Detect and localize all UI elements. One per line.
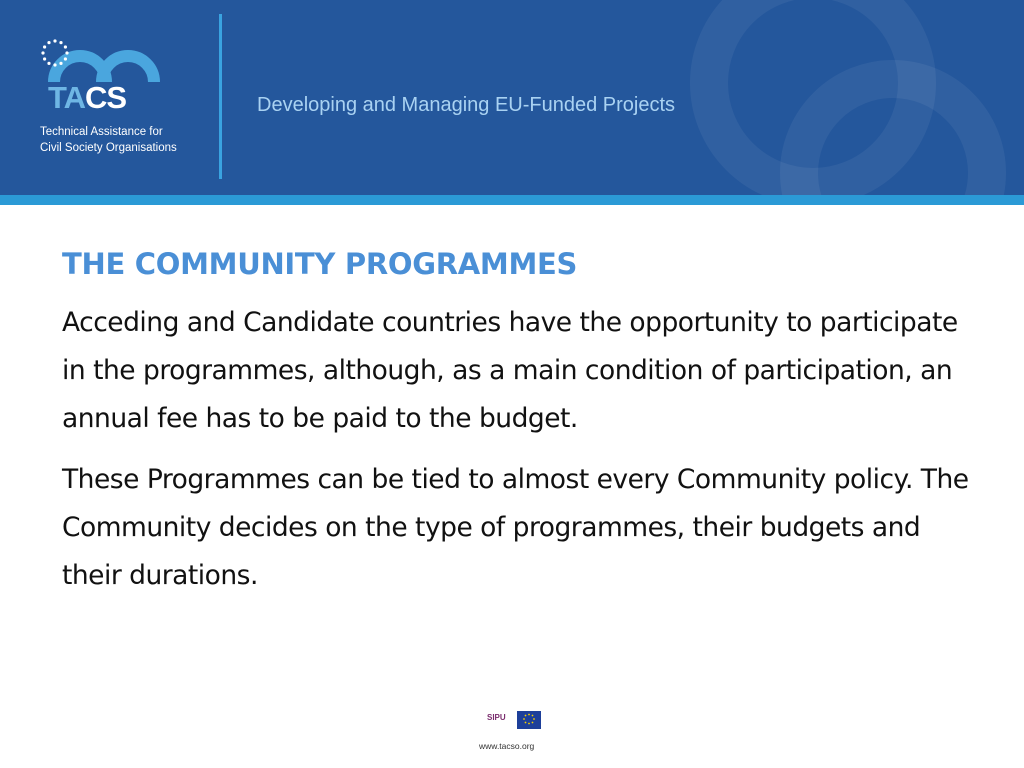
slide-header	[0, 0, 1024, 195]
logo-wordmark-ta: TA	[48, 80, 86, 115]
logo-tagline	[40, 124, 210, 156]
sipu-label: SIPU	[487, 713, 506, 722]
header-divider	[219, 14, 222, 179]
slide-paragraph-1: Acceding and Candidate countries have the opportunity to participate in the programmes, although, as a main condition of participation, an annual fee has to be paid to the budget.	[62, 307, 958, 434]
logo-wordmark	[48, 82, 126, 113]
eu-flag-icon	[517, 711, 541, 729]
logo-tagline-line2: Civil Society Organisations	[40, 142, 177, 154]
slide-content	[62, 243, 972, 613]
header-title: Developing and Managing EU-Funded Projects	[257, 94, 676, 116]
footer-logos	[479, 707, 549, 757]
slide-heading: THE COMMUNITY PROGRAMMES	[62, 247, 578, 281]
slide-paragraph-2: These Programmes can be tied to almost every Community policy. The Community decides on the type of programmes, their budgets and their durations.	[62, 464, 969, 591]
footer-url[interactable]: www.tacso.org	[479, 741, 535, 751]
logo-tagline-line1: Technical Assistance for	[40, 126, 163, 138]
tacso-logo	[40, 38, 200, 163]
sipu-logo-icon	[483, 709, 509, 737]
header-stripe	[0, 195, 1024, 205]
eu-stars-icon	[40, 38, 70, 68]
logo-wordmark-cs: CS	[85, 80, 127, 115]
